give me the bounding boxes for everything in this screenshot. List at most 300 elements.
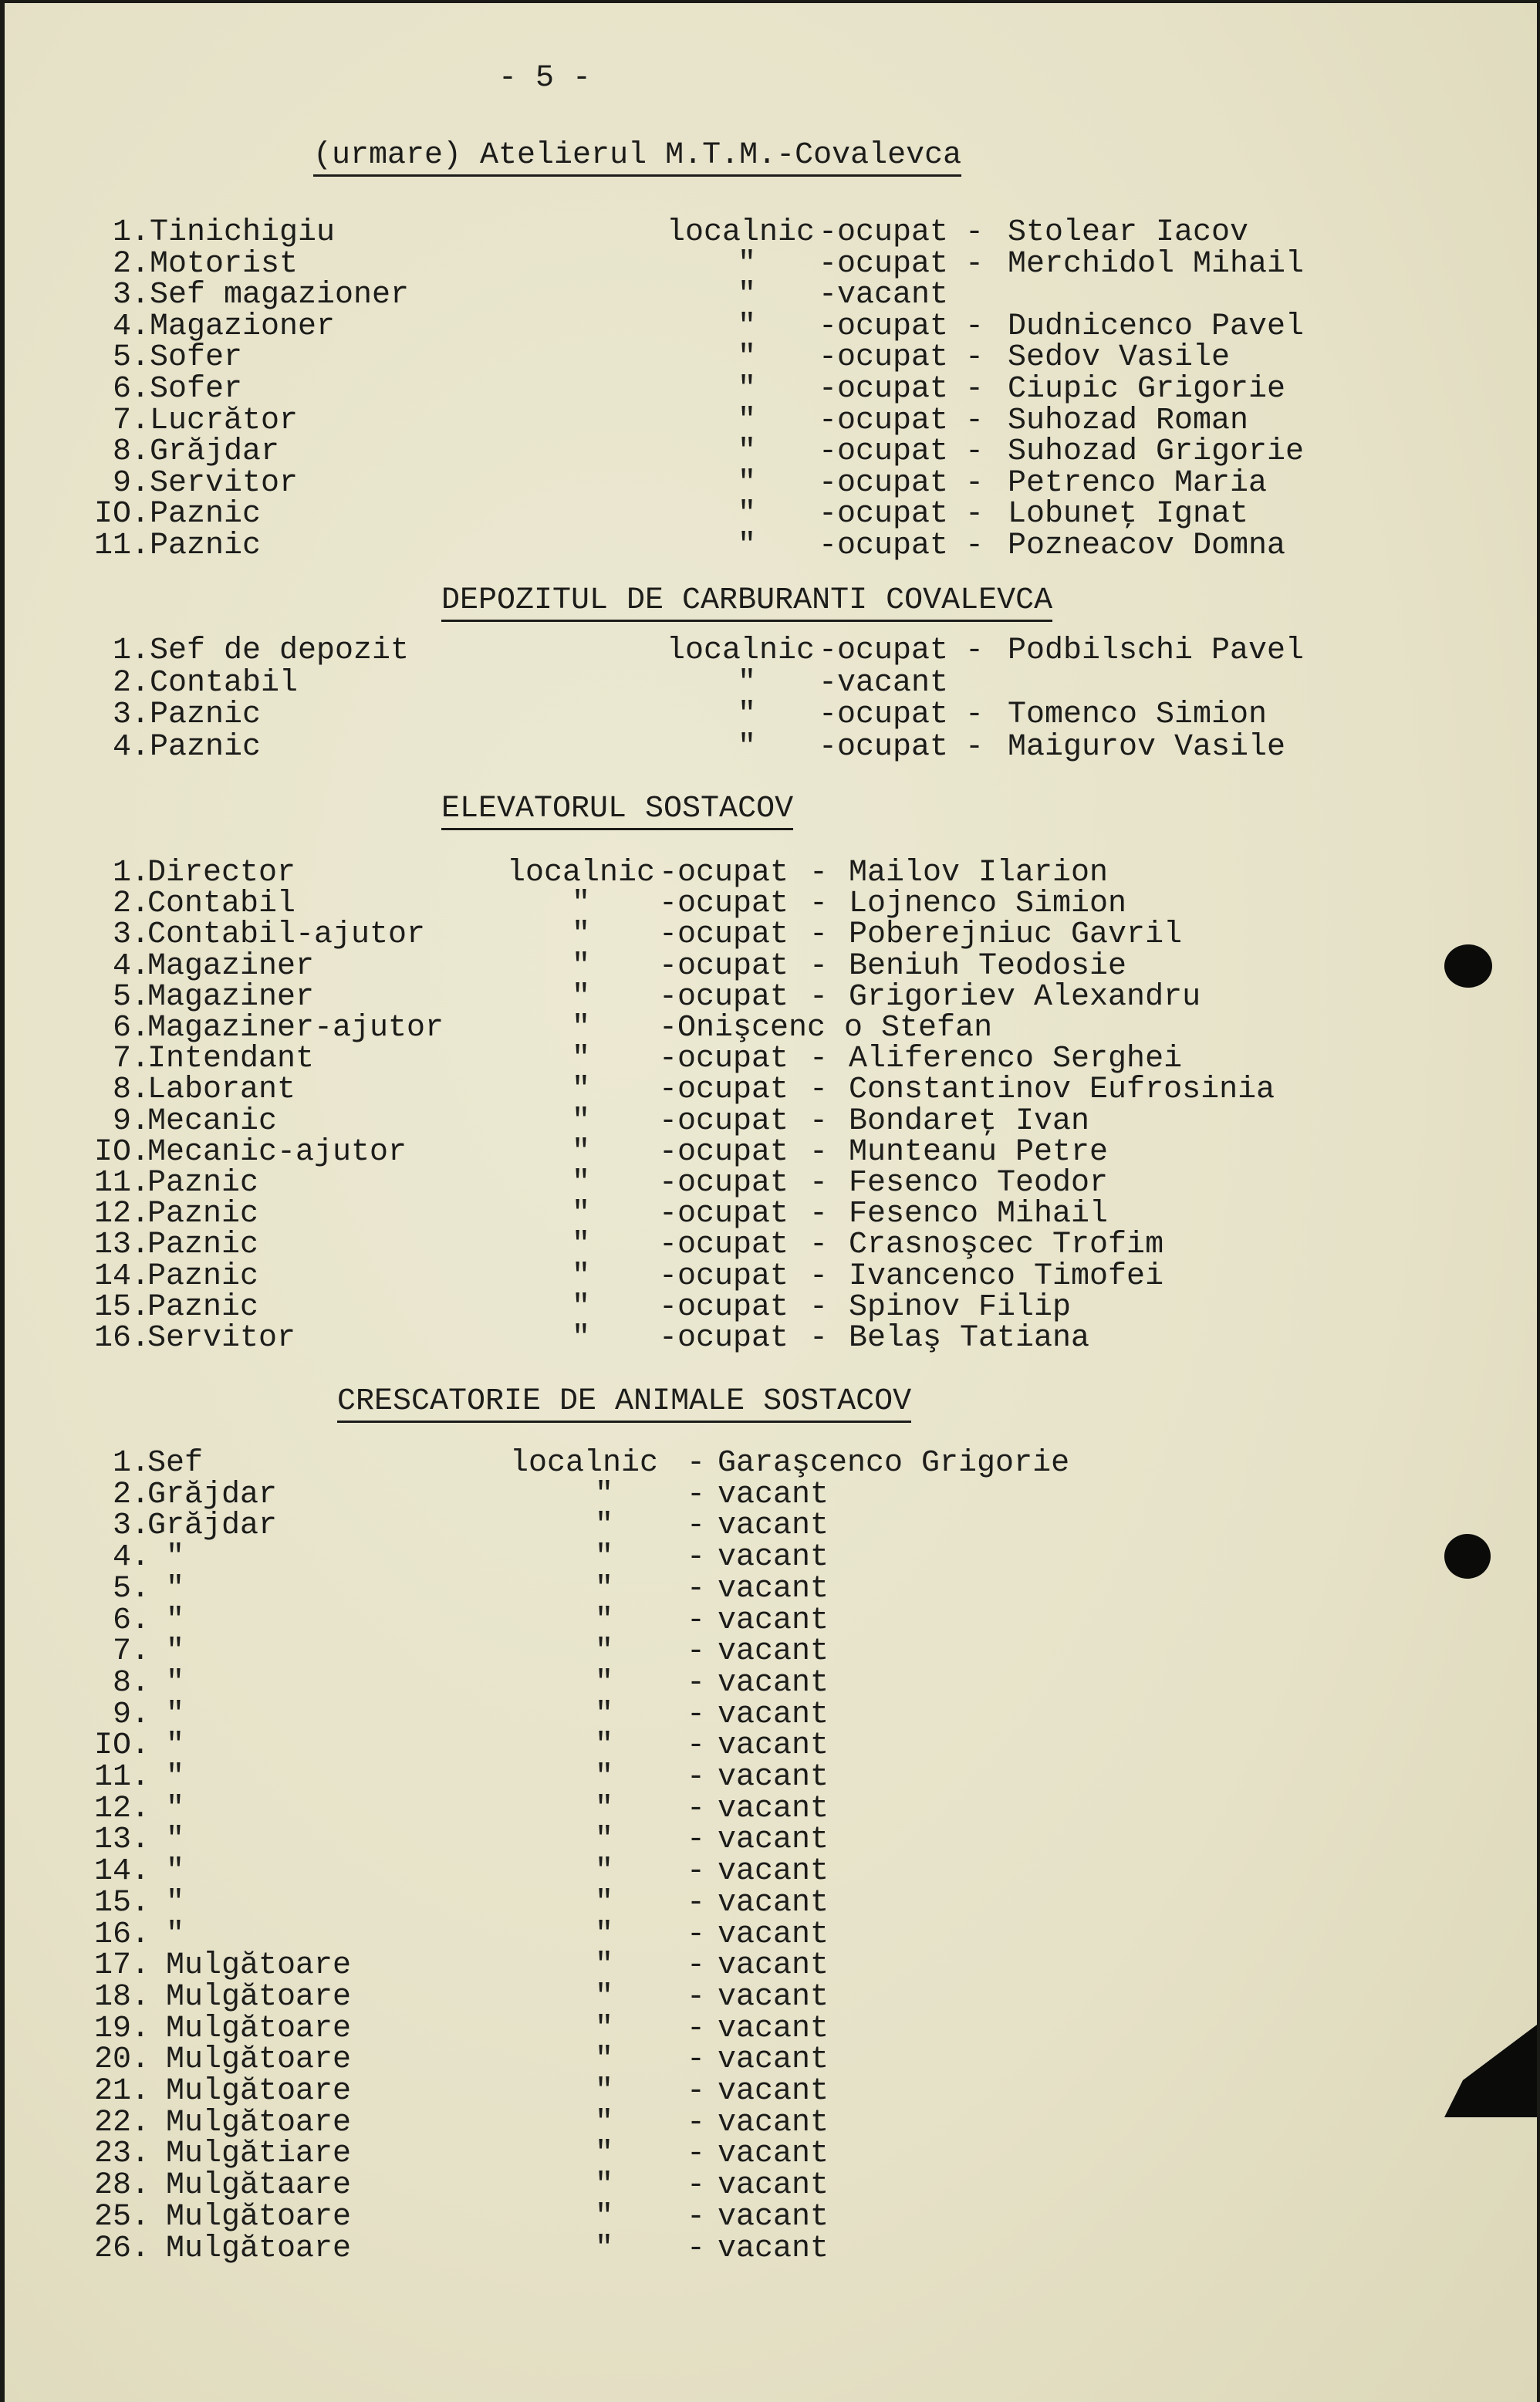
row-status: -ocupat: [659, 980, 789, 1015]
row-name: Fesenco Teodor: [849, 1166, 1109, 1201]
row-dash: -: [687, 1603, 706, 1638]
row-value: vacant: [718, 1886, 829, 1921]
ditto-mark: ": [595, 2231, 614, 2266]
ditto-mark: ": [595, 1980, 614, 2015]
row-position: Paznic: [147, 1166, 259, 1201]
row-number: 17.: [93, 1948, 150, 1983]
row-number: 6.: [112, 372, 150, 407]
row-dash: -: [965, 730, 984, 765]
row-position: Magazioner: [150, 309, 336, 344]
row-number: 22.: [93, 2106, 150, 2140]
row-origin: localnic: [667, 633, 816, 668]
row-value: vacant: [718, 1760, 829, 1795]
row-number: 7.: [112, 404, 150, 438]
row-position: Paznic: [150, 497, 262, 532]
row-position: Mulgătoare: [147, 2012, 352, 2046]
row-name: Podbilschi Pavel: [1008, 633, 1305, 668]
row-position: ": [147, 1823, 185, 1857]
row-status: -ocupat: [659, 1042, 789, 1076]
row-status: -ocupat: [819, 730, 949, 765]
row-position: Mulgătoare: [147, 2042, 352, 2077]
ditto-mark: ": [738, 404, 757, 438]
row-number: 2.: [112, 1478, 150, 1512]
ditto-mark: ": [595, 2012, 614, 2046]
row-value: vacant: [718, 2074, 829, 2109]
ditto-mark: ": [595, 1917, 614, 1952]
row-name: Munteanu Petre: [849, 1135, 1109, 1170]
row-number: 9.: [112, 1698, 150, 1732]
row-number: 3.: [112, 278, 150, 312]
ditto-mark: ": [595, 1948, 614, 1983]
section-heading-atelier: (urmare) Atelierul M.T.M.-Covalevca: [313, 140, 961, 177]
row-value: vacant: [718, 1917, 829, 1952]
row-name: Lobuneţ Ignat: [1008, 497, 1249, 532]
row-dash: -: [965, 372, 984, 407]
row-name: Suhozad Grigorie: [1008, 434, 1305, 469]
row-number: 14.: [93, 1854, 150, 1889]
row-number: 13.: [93, 1228, 150, 1262]
row-number: 2.: [112, 247, 150, 282]
row-dash: -: [687, 1886, 706, 1921]
row-status: -ocupat: [659, 1290, 789, 1325]
row-dash: -: [687, 2042, 706, 2077]
row-position: Mulgătoare: [147, 2106, 352, 2140]
row-value: vacant: [718, 1698, 829, 1732]
ditto-mark: ": [572, 1166, 591, 1201]
row-status: -ocupat: [819, 497, 949, 532]
row-status: -ocupat: [659, 1197, 789, 1231]
row-position: Servitor: [150, 466, 299, 501]
row-name: Constantinov Eufrosinia: [849, 1073, 1275, 1107]
row-dash: -: [687, 2074, 706, 2109]
row-position: Contabil: [147, 887, 296, 921]
row-dash: -: [687, 1634, 706, 1669]
row-status: -ocupat: [819, 633, 949, 668]
row-dash: -: [809, 917, 829, 952]
row-number: 7.: [112, 1042, 150, 1076]
ditto-mark: ": [572, 980, 591, 1015]
ditto-mark: ": [595, 1886, 614, 1921]
row-dash: -: [809, 1166, 829, 1201]
ditto-mark: ": [572, 887, 591, 921]
row-value: vacant: [718, 1540, 829, 1575]
row-number: 15.: [93, 1886, 150, 1921]
ditto-mark: ": [572, 1228, 591, 1262]
row-dash: -: [687, 1854, 706, 1889]
row-position: Mulgătoare: [147, 1980, 352, 2015]
ditto-mark: ": [572, 1259, 591, 1294]
row-dash: -: [965, 309, 984, 344]
row-number: IO.: [93, 1135, 150, 1170]
row-position: Grăjdar: [150, 434, 280, 469]
row-position: Grăjdar: [147, 1478, 278, 1512]
row-status: -ocupat: [659, 949, 789, 984]
row-name: Belaş Tatiana: [849, 1321, 1090, 1356]
row-dash: -: [687, 1572, 706, 1606]
row-dash: -: [809, 1042, 829, 1076]
section-heading-depozit: DEPOZITUL DE CARBURANTI COVALEVCA: [441, 586, 1052, 622]
row-value: vacant: [718, 1603, 829, 1638]
row-number: 9.: [112, 1104, 150, 1139]
row-number: 2.: [112, 887, 150, 921]
ditto-mark: ": [738, 340, 757, 375]
ditto-mark: ": [572, 1073, 591, 1107]
row-dash: -: [809, 1228, 829, 1262]
row-name: Sedov Vasile: [1008, 340, 1231, 375]
row-number: 12.: [93, 1792, 150, 1826]
row-name: Ciupic Grigorie: [1008, 372, 1286, 407]
row-number: 6.: [112, 1603, 150, 1638]
ditto-mark: ": [595, 1823, 614, 1857]
row-status: -ocupat: [819, 247, 949, 282]
row-number: IO.: [93, 497, 150, 532]
row-name: Stolear Iacov: [1008, 215, 1249, 250]
row-value: vacant: [718, 1980, 829, 2015]
row-dash: -: [687, 1948, 706, 1983]
row-value: vacant: [718, 2012, 829, 2046]
row-status: -ocupat: [659, 1259, 789, 1294]
ditto-mark: ": [595, 1508, 614, 1543]
row-name: Mailov Ilarion: [849, 856, 1109, 890]
row-number: 25.: [93, 2200, 150, 2235]
row-position: Grăjdar: [147, 1508, 278, 1543]
row-number: 1.: [112, 215, 150, 250]
row-position: Magaziner: [147, 980, 315, 1015]
row-number: 12.: [93, 1197, 150, 1231]
row-dash: -: [809, 887, 829, 921]
row-position: Paznic: [147, 1197, 259, 1231]
ditto-mark: ": [738, 666, 757, 701]
row-dash: -: [809, 1290, 829, 1325]
ditto-mark: ": [572, 1042, 591, 1076]
row-dash: -: [687, 1980, 706, 2015]
ditto-mark: ": [572, 1011, 591, 1046]
ditto-mark: ": [595, 1666, 614, 1701]
row-number: 8.: [112, 1073, 150, 1107]
row-dash: -: [965, 434, 984, 469]
row-dash: -: [809, 1073, 829, 1107]
row-number: 21.: [93, 2074, 150, 2109]
row-value: vacant: [718, 1666, 829, 1701]
row-position: Paznic: [150, 730, 262, 765]
row-name: Maigurov Vasile: [1008, 730, 1286, 765]
row-number: 6.: [112, 1011, 150, 1046]
row-position: ": [147, 1792, 185, 1826]
row-name: Bondareţ Ivan: [849, 1104, 1090, 1139]
row-name: Lojnenco Simion: [849, 887, 1127, 921]
row-position: Servitor: [147, 1321, 296, 1356]
row-status: -ocupat: [659, 856, 789, 890]
row-value: vacant: [718, 1634, 829, 1669]
row-dash: -: [965, 529, 984, 563]
ditto-mark: ": [572, 917, 591, 952]
row-number: 15.: [93, 1290, 150, 1325]
row-position: Mecanic-ajutor: [147, 1135, 407, 1170]
row-dash: -: [687, 1823, 706, 1857]
row-dash: -: [687, 2231, 706, 2266]
row-status: -ocupat: [659, 1228, 789, 1262]
row-status: -ocupat: [659, 917, 789, 952]
row-dash: -: [687, 2012, 706, 2046]
row-dash: -: [965, 497, 984, 532]
row-number: 3.: [112, 1508, 150, 1543]
row-number: 4.: [112, 949, 150, 984]
row-number: 26.: [93, 2231, 150, 2266]
row-dash: -: [965, 698, 984, 732]
row-value: vacant: [718, 1792, 829, 1826]
row-number: 28.: [93, 2168, 150, 2203]
row-value: vacant: [718, 1508, 829, 1543]
row-position: ": [147, 1728, 185, 1763]
row-dash: -: [809, 1259, 829, 1294]
row-number: 5.: [112, 980, 150, 1015]
row-position: ": [147, 1603, 185, 1638]
row-number: 7.: [112, 1634, 150, 1669]
row-position: Contabil: [150, 666, 299, 701]
row-origin: localnic: [667, 215, 816, 250]
row-dash: -: [687, 1917, 706, 1952]
row-dash: -: [687, 1478, 706, 1512]
row-position: Sef de depozit: [150, 633, 410, 668]
row-name: Poberejniuc Gavril: [849, 917, 1183, 952]
row-position: Paznic: [147, 1290, 259, 1325]
row-number: 3.: [112, 917, 150, 952]
row-status: -ocupat: [819, 434, 949, 469]
row-status: -ocupat: [659, 1073, 789, 1107]
row-number: 16.: [93, 1321, 150, 1356]
row-value: vacant: [718, 2137, 829, 2171]
section-heading-crescatorie: CRESCATORIE DE ANIMALE SOSTACOV: [337, 1387, 911, 1423]
row-dash: -: [809, 980, 829, 1015]
row-number: 11.: [93, 529, 150, 563]
punch-hole: [1444, 944, 1492, 988]
row-name: Aliferenco Serghei: [849, 1042, 1183, 1076]
row-name: Petrenco Maria: [1008, 466, 1268, 501]
row-value: vacant: [718, 2042, 829, 2077]
row-origin: localnic: [510, 1446, 659, 1481]
ditto-mark: ": [738, 466, 757, 501]
row-number: 16.: [93, 1917, 150, 1952]
ditto-mark: ": [595, 1698, 614, 1732]
row-dash: -: [809, 1321, 829, 1356]
ditto-mark: ": [572, 949, 591, 984]
punch-hole: [1444, 1534, 1491, 1579]
ditto-mark: ": [595, 1854, 614, 1889]
ditto-mark: ": [595, 1760, 614, 1795]
row-number: 4.: [112, 730, 150, 765]
row-position: Sef: [147, 1446, 204, 1481]
row-number: 1.: [112, 856, 150, 890]
section-heading-elevator: ELEVATORUL SOSTACOV: [441, 794, 793, 830]
row-number: 4.: [112, 309, 150, 344]
ditto-mark: ": [595, 1603, 614, 1638]
ditto-mark: ": [595, 1572, 614, 1606]
row-position: ": [147, 1917, 185, 1952]
row-dash: -: [687, 1666, 706, 1701]
row-dash: -: [809, 856, 829, 890]
ditto-mark: ": [595, 1540, 614, 1575]
row-position: Mecanic: [147, 1104, 278, 1139]
ditto-mark: ": [738, 247, 757, 282]
row-number: 1.: [112, 1446, 150, 1481]
row-dash: -: [687, 2106, 706, 2140]
row-position: Tinichigiu: [150, 215, 336, 250]
ditto-mark: ": [572, 1135, 591, 1170]
row-status: -ocupat: [819, 215, 949, 250]
ditto-mark: ": [738, 309, 757, 344]
row-status: -ocupat: [819, 404, 949, 438]
row-position: ": [147, 1572, 185, 1606]
ditto-mark: ": [738, 372, 757, 407]
row-name: Spinov Filip: [849, 1290, 1072, 1325]
row-position: Director: [147, 856, 296, 890]
ditto-mark: ": [738, 730, 757, 765]
row-position: Mulgătoare: [147, 2231, 352, 2266]
row-name: Dudnicenco Pavel: [1008, 309, 1305, 344]
ditto-mark: ": [595, 2137, 614, 2171]
row-number: 2.: [112, 666, 150, 701]
row-status: -ocupat: [659, 1321, 789, 1356]
row-status: -ocupat: [819, 372, 949, 407]
row-position: ": [147, 1666, 185, 1701]
row-status: -ocupat: [819, 529, 949, 563]
ditto-mark: ": [738, 278, 757, 312]
row-dash: -: [809, 1135, 829, 1170]
row-value: vacant: [718, 1478, 829, 1512]
row-name: Tomenco Simion: [1008, 698, 1268, 732]
row-dash: -: [687, 1508, 706, 1543]
row-number: 5.: [112, 340, 150, 375]
row-dash: -: [809, 949, 829, 984]
row-position: Contabil-ajutor: [147, 917, 426, 952]
row-dash: -: [687, 1698, 706, 1732]
row-status: -ocupat: [659, 887, 789, 921]
row-name: Beniuh Teodosie: [849, 949, 1127, 984]
row-dash: -: [687, 2168, 706, 2203]
row-status: -vacant: [819, 278, 949, 312]
row-position: ": [147, 1634, 185, 1669]
row-dash: -: [687, 1446, 706, 1481]
row-position: Paznic: [147, 1228, 259, 1262]
row-value: Garaşcenco Grigorie: [718, 1446, 1070, 1481]
row-value: vacant: [718, 1572, 829, 1606]
ditto-mark: ": [595, 2168, 614, 2203]
row-dash: -: [809, 1104, 829, 1139]
row-name: Merchidol Mihail: [1008, 247, 1305, 282]
row-position: Mulgătiare: [147, 2137, 352, 2171]
ditto-mark: ": [595, 1634, 614, 1669]
row-number: 1.: [112, 633, 150, 668]
row-name: Fesenco Mihail: [849, 1197, 1109, 1231]
row-number: 14.: [93, 1259, 150, 1294]
row-number: 23.: [93, 2137, 150, 2171]
row-status: -ocupat: [819, 340, 949, 375]
row-dash: -: [687, 1792, 706, 1826]
row-value: vacant: [718, 1823, 829, 1857]
row-dash: -: [687, 1728, 706, 1763]
ditto-mark: ": [595, 2106, 614, 2140]
row-position: ": [147, 1886, 185, 1921]
row-position: Mulgătoare: [147, 2200, 352, 2235]
ditto-mark: ": [595, 2200, 614, 2235]
row-number: 13.: [93, 1823, 150, 1857]
row-dash: -: [687, 2200, 706, 2235]
row-number: 3.: [112, 698, 150, 732]
row-status: -ocupat: [659, 1166, 789, 1201]
row-number: 18.: [93, 1980, 150, 2015]
ditto-mark: ": [595, 1728, 614, 1763]
row-position: Intendant: [147, 1042, 315, 1076]
row-value: vacant: [718, 1728, 829, 1763]
row-status: -ocupat: [819, 309, 949, 344]
row-position: Laborant: [147, 1073, 296, 1107]
page-number: - 5 -: [498, 61, 592, 96]
ditto-mark: ": [738, 529, 757, 563]
row-position: ": [147, 1540, 185, 1575]
row-value: vacant: [718, 2231, 829, 2266]
row-position: ": [147, 1760, 185, 1795]
ditto-mark: ": [572, 1197, 591, 1231]
row-number: 11.: [93, 1760, 150, 1795]
row-position: Mulgătaare: [147, 2168, 352, 2203]
row-value: vacant: [718, 2168, 829, 2203]
row-position: Motorist: [150, 247, 299, 282]
ditto-mark: ": [738, 497, 757, 532]
ditto-mark: ": [595, 1478, 614, 1512]
row-name: Crasnoşcec Trofim: [849, 1228, 1164, 1262]
row-position: Magaziner-ajutor: [147, 1011, 444, 1046]
row-position: Mulgătoare: [147, 2074, 352, 2109]
row-dash: -: [965, 247, 984, 282]
row-number: 19.: [93, 2012, 150, 2046]
row-dash: -: [965, 466, 984, 501]
row-position: Mulgătoare: [147, 1948, 352, 1983]
row-dash: -: [965, 215, 984, 250]
row-number: 9.: [112, 466, 150, 501]
row-value: vacant: [718, 1948, 829, 1983]
row-number: 20.: [93, 2042, 150, 2077]
row-status: -ocupat: [819, 466, 949, 501]
ditto-mark: ": [738, 434, 757, 469]
row-status: -ocupat: [819, 698, 949, 732]
row-dash: -: [687, 2137, 706, 2171]
ditto-mark: ": [738, 698, 757, 732]
ditto-mark: ": [572, 1321, 591, 1356]
row-name: Grigoriev Alexandru: [849, 980, 1201, 1015]
ditto-mark: ": [595, 1792, 614, 1826]
ditto-mark: ": [572, 1290, 591, 1325]
row-position: Sef magazioner: [150, 278, 410, 312]
row-number: 11.: [93, 1166, 150, 1201]
row-dash: -: [687, 1760, 706, 1795]
row-value: vacant: [718, 2106, 829, 2140]
row-position: Sofer: [150, 340, 243, 375]
row-status: -vacant: [819, 666, 949, 701]
row-position: Paznic: [150, 698, 262, 732]
row-status: -ocupat: [659, 1135, 789, 1170]
row-position: ": [147, 1698, 185, 1732]
row-value: vacant: [718, 1854, 829, 1889]
ditto-mark: ": [595, 2074, 614, 2109]
row-value: vacant: [718, 2200, 829, 2235]
row-position: Magaziner: [147, 949, 315, 984]
row-status: -ocupat: [659, 1104, 789, 1139]
row-number: 8.: [112, 434, 150, 469]
row-position: Paznic: [150, 529, 262, 563]
row-number: 4.: [112, 1540, 150, 1575]
torn-corner: [1444, 2025, 1537, 2117]
row-name: Pozneacov Domna: [1008, 529, 1286, 563]
